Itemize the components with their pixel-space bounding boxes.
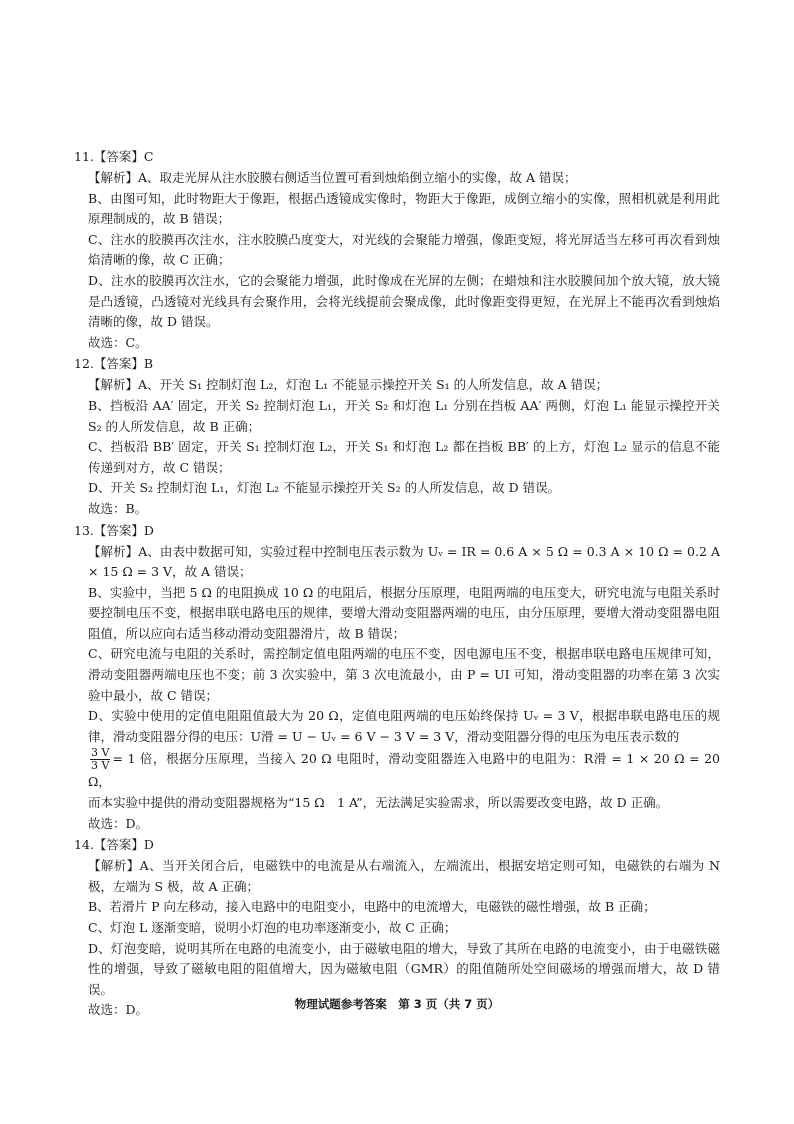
analysis-line: C、挡板沿 BB′ 固定，开关 S₁ 控制灯泡 L₂，开关 S₁ 和灯泡 L₂ 都在挡板 BB′ 的上方，灯泡 L₂ 显示的信息不能传递到对方，故 C 错误； xyxy=(88,439,720,475)
question-13 xyxy=(74,520,720,835)
analysis-line: 而本实验中提供的滑动变阻器规格为“15 Ω 1 A”，无法满足实验需求，所以需要改变电路，故 D 正确。 xyxy=(88,795,669,811)
conclusion-line: 故选：D。 xyxy=(88,1002,149,1018)
fraction-line-text: 倍，根据分压原理，当接入 20 Ω 电阻时，滑动变阻器连入电路中的电阻为：R滑 = 1 × 20 Ω = 20 Ω， xyxy=(88,751,720,790)
analysis-line-with-fraction xyxy=(88,747,720,793)
analysis-line: 【解析】A、当开关闭合后，电磁铁中的电流是从右端流入，左端流出，根据安培定则可知，电磁铁的右端为 N 极，左端为 S 极，故 A 正确； xyxy=(88,858,720,894)
analysis-line: D、注水的胶膜再次注水，它的会聚能力增强，此时像成在光屏的左侧；在蜡烛和注水胶膜间加个放大镜，放大镜是凸透镜，凸透镜对光线具有会聚作用，会将光线提前会聚成像，此时像距变得更短，在光屏上不能再次看到烛焰清晰的像，故 D 错误。 xyxy=(88,272,720,330)
analysis-line: C、灯泡 L 逐渐变暗，说明小灯泡的电功率逐渐变小，故 C 正确； xyxy=(88,920,457,935)
analysis-line: C、注水的胶膜再次注水，注水胶膜凸度变大，对光线的会聚能力增强，像距变短，将光屏适当左移可再次看到烛焰清晰的像，故 C 正确； xyxy=(88,231,720,268)
analysis-line: D、开关 S₂ 控制灯泡 L₁，灯泡 L₂ 不能显示操控开关 S₂ 的人所发信息，故 D 错误。 xyxy=(88,480,561,496)
page-footer: 物理试题参考答案 第 3 页（共 7 页） xyxy=(294,997,500,1011)
analysis-line: 【解析】A、由表中数据可知，实验过程中控制电压表示数为 Uᵥ = IR = 0.6 A × 5 Ω = 0.3 A × 10 Ω = 0.2 A × 15 Ω = 3 V，故 A 错误； xyxy=(88,543,720,580)
fraction-equals: = 1 xyxy=(112,751,136,767)
question-14 xyxy=(74,834,720,1021)
analysis-line: D、灯泡变暗，说明其所在电路的电流变小，由于磁敏电阻的增大，导致了其所在电路的电流变小，由于电磁铁磁性的增强，导致了磁敏电阻的阻值增大，因为磁敏电阻（GMR）的阻值随所处空间磁场的增强而增大，故 D 错误。 xyxy=(88,940,720,997)
analysis-line: B、若滑片 P 向左移动，接入电路中的电阻变小，电路中的电流增大，电磁铁的磁性增强，故 B 正确； xyxy=(88,899,656,915)
fraction-numerator: 3 V xyxy=(91,746,110,760)
analysis-line: B、挡板沿 AA′ 固定，开关 S₂ 控制灯泡 L₁，开关 S₂ 和灯泡 L₁ 分别在挡板 AA′ 两侧，灯泡 L₁ 能显示操控开关 S₂ 的人所发信息，故 B 正确； xyxy=(88,397,720,434)
question-12 xyxy=(74,353,720,519)
analysis-line: 【解析】A、取走光屏从注水胶膜右侧适当位置可看到烛焰倒立缩小的实像，故 A 错误； xyxy=(88,170,577,185)
analysis-line: B、由图可知，此时物距大于像距，根据凸透镜成实像时，物距大于像距，成倒立缩小的实像，照相机就是利用此原理制成的，故 B 错误； xyxy=(88,190,720,227)
conclusion-line: 故选：D。 xyxy=(88,815,149,831)
answer-heading-14: 14.【答案】D xyxy=(74,837,154,853)
answer-heading-11: 11.【答案】C xyxy=(74,149,154,164)
answer-heading-12: 12.【答案】B xyxy=(74,356,154,372)
question-11 xyxy=(74,146,720,353)
analysis-line: C、研究电流与电阻的关系时，需控制定值电阻两端的电压不变，因电源电压不变，根据串联电路电压规律可知，滑动变阻器两端电压也不变；前 3 次实验中，第 3 次电流最小，由 P = UI 可知，滑动变阻器的功率在第 3 次实验中最小，故 C 错误； xyxy=(88,646,720,703)
fraction-denominator: 3 V xyxy=(91,759,110,773)
fraction xyxy=(90,747,110,772)
document-body xyxy=(74,146,720,1021)
analysis-line: D、实验中使用的定值电阻阻值最大为 20 Ω，定值电阻两端的电压始终保持 Uᵥ = 3 V，根据串联电路电压的规律，滑动变阻器分得的电压：U滑 = U − Uᵥ = 6 V − 3 V = 3 V，滑动变阻器分得的电压为电压表示数的 xyxy=(88,708,720,744)
analysis-line: B、实验中，当把 5 Ω 的电阻换成 10 Ω 的电阻后，根据分压原理，电阻两端的电压变大，研究电流与电阻关系时要控制电压不变，根据串联电路电压的规律，要增大滑动变阻器两端的电压，由分压原理，要增大滑动变阻器电阻阻值，所以应向右适当移动滑动变阻器滑片，故 B 错误； xyxy=(88,584,720,641)
conclusion-line: 故选：C。 xyxy=(88,334,148,350)
conclusion-line: 故选：B。 xyxy=(88,500,148,516)
analysis-line: 【解析】A、开关 S₁ 控制灯泡 L₂，灯泡 L₁ 不能显示操控开关 S₁ 的人所发信息，故 A 错误； xyxy=(88,377,609,393)
answer-heading-13: 13.【答案】D xyxy=(74,522,154,538)
